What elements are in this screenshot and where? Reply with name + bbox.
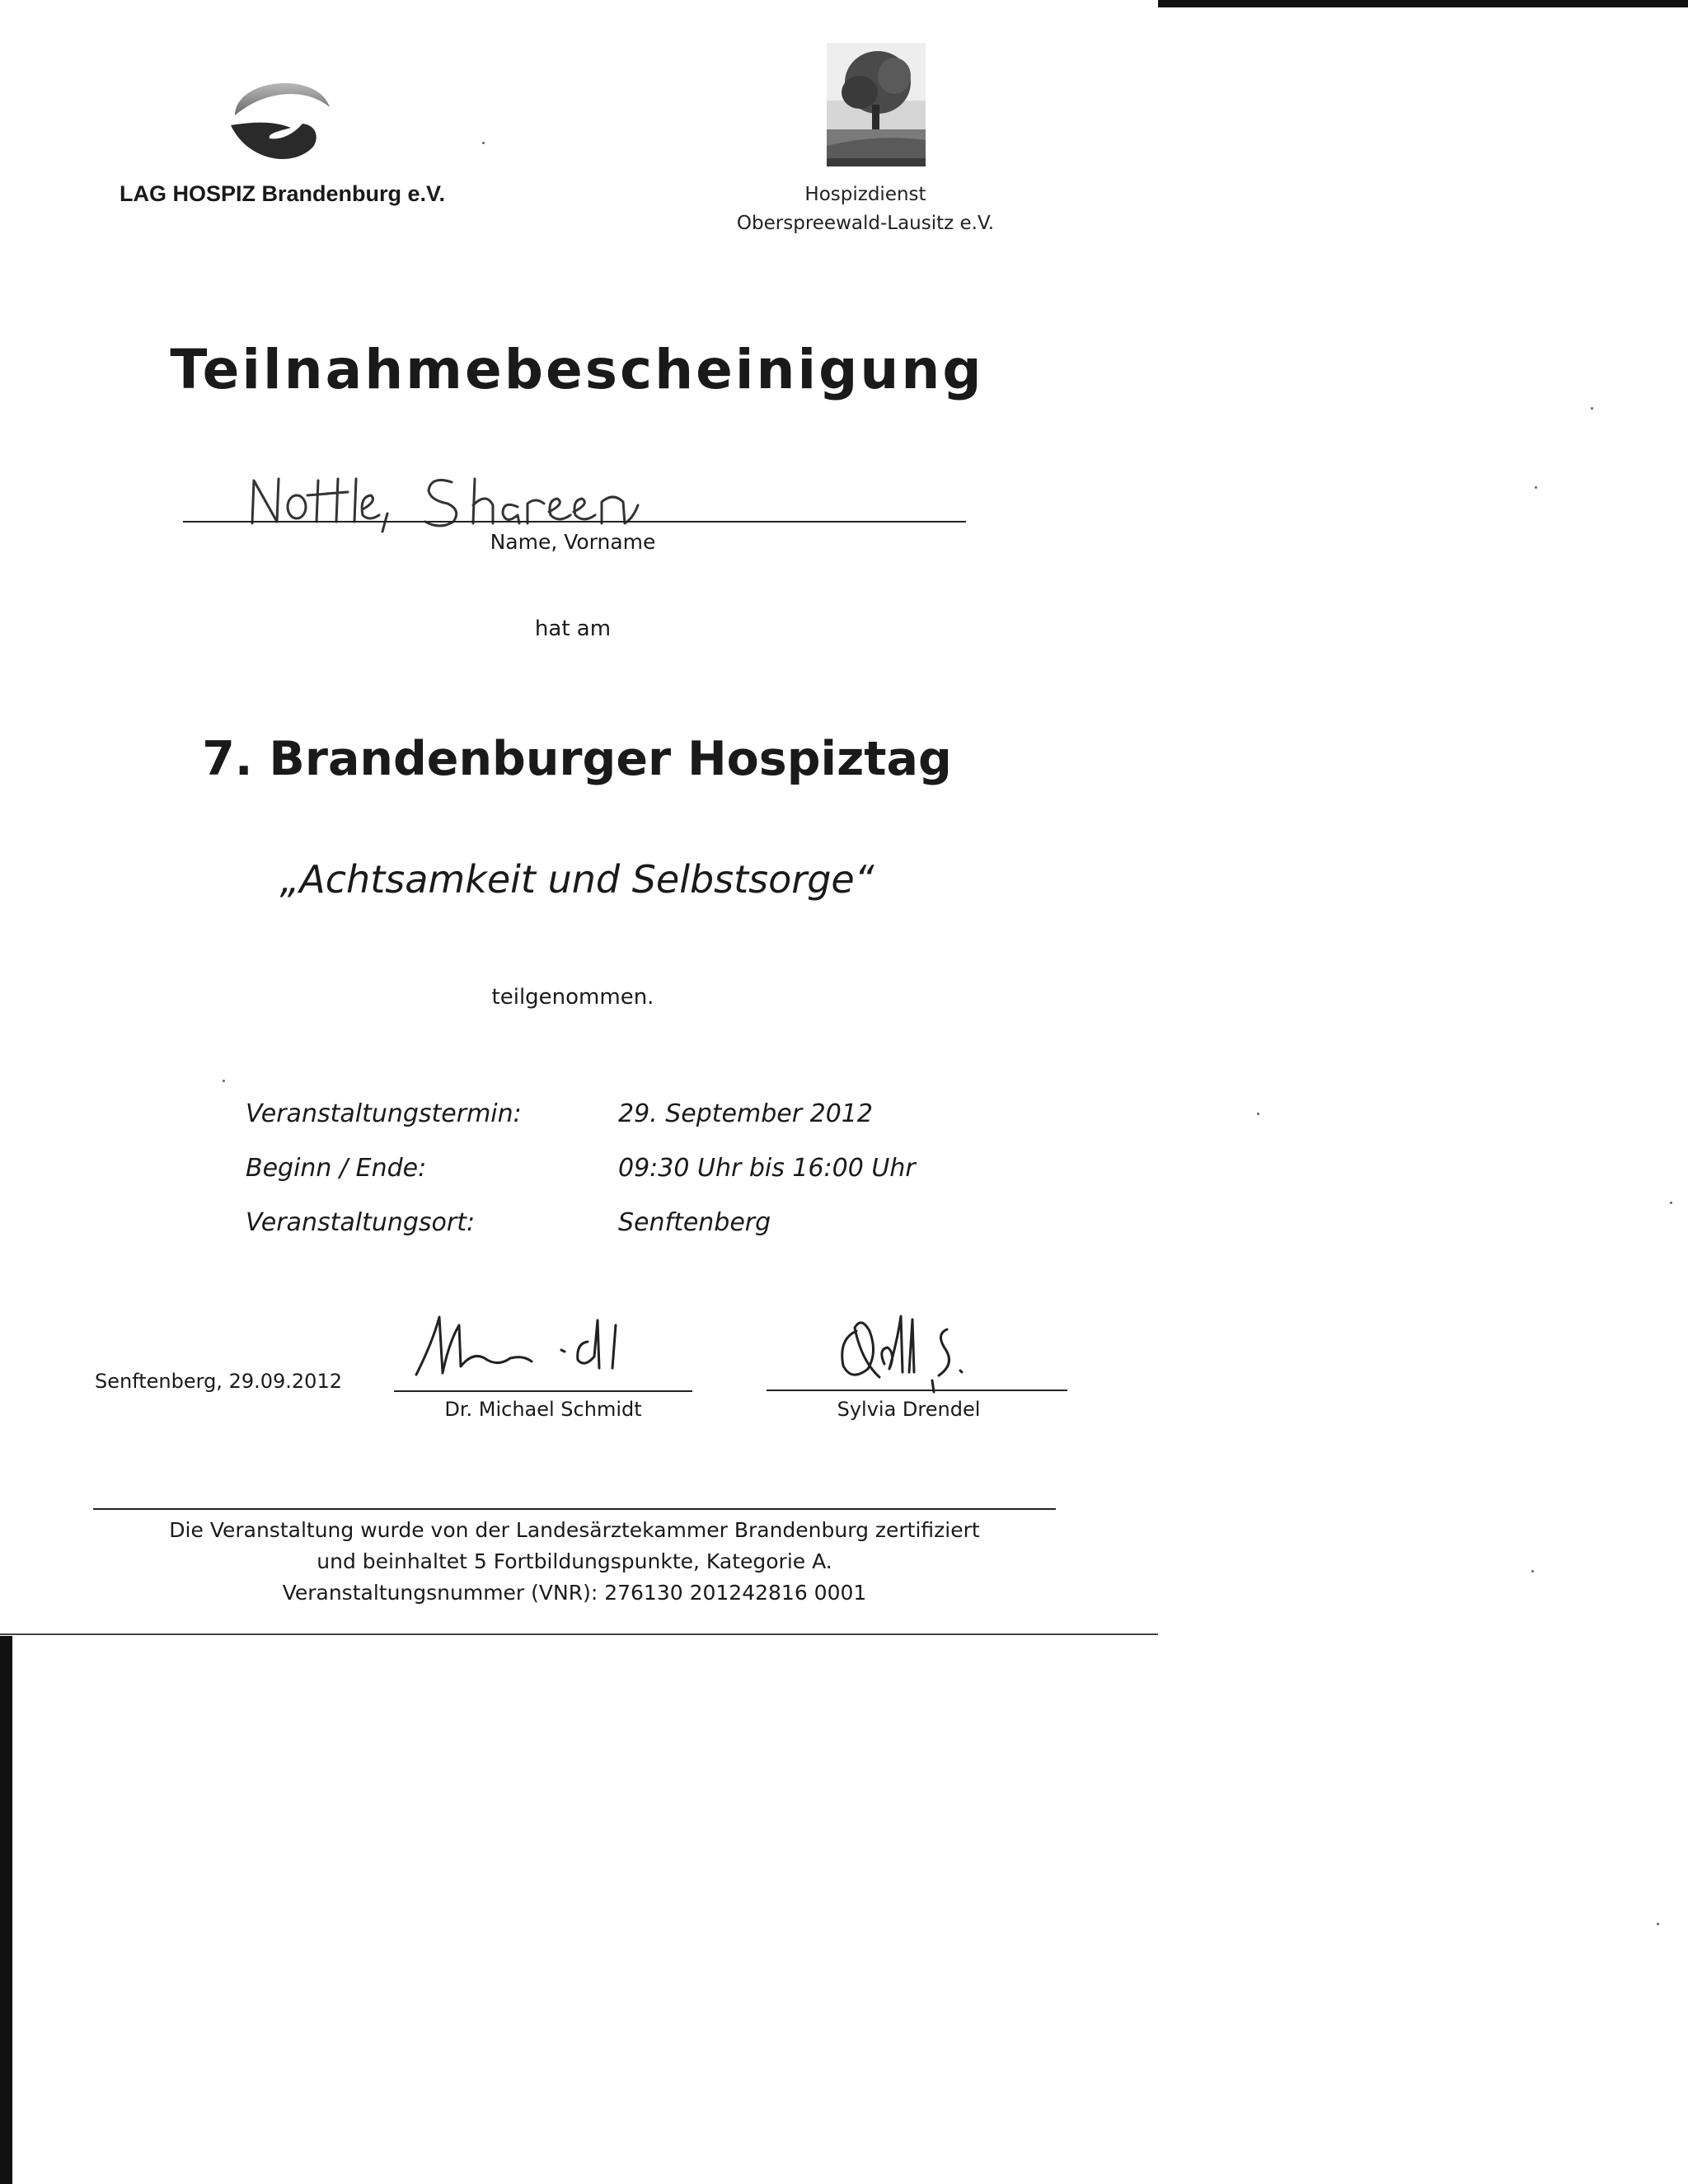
certification-note [93,1515,1056,1609]
scan-speck [223,1080,225,1082]
certification-line2: und beinhaltet 5 Fortbildungspunkte, Kategorie A. [316,1549,832,1573]
intro-text: hat am [534,616,612,641]
signature-line-1 [394,1390,692,1392]
participation-text: teilgenommen. [491,985,654,1010]
signer-2-name: Sylvia Drendel [837,1398,981,1421]
name-underline [183,521,966,523]
signature-drendel [837,1306,993,1397]
event-subtitle: „Achtsamkeit und Selbstsorge“ [279,857,874,902]
hospizdienst-line2: Oberspreewald-Lausitz e.V. [736,213,995,234]
name-label: Name, Vorname [490,530,656,554]
page-bottom-edge [0,1633,1158,1635]
scan-edge-left [0,1636,12,2184]
detail-label-date: Veranstaltungstermin: [246,1099,522,1128]
hospizdienst-line1: Hospizdienst [804,184,926,205]
lag-hospiz-logo-icon [227,66,334,169]
footer-divider [93,1508,1056,1510]
certification-line3: Veranstaltungsnummer (VNR): 276130 201242816 0001 [282,1581,867,1605]
scan-speck [1591,407,1593,410]
signer-1-name: Dr. Michael Schmidt [444,1398,642,1421]
lag-hospiz-name: LAG HOSPIZ Brandenburg e.V. [120,181,446,206]
detail-value-date: 29. September 2012 [618,1099,873,1128]
certification-line1: Die Veranstaltung wurde von der Landesärztekammer Brandenburg zertifiziert [169,1518,980,1542]
detail-value-time: 09:30 Uhr bis 16:00 Uhr [618,1154,916,1183]
event-title: 7. Brandenburger Hospiztag [202,732,952,786]
place-and-date: Senftenberg, 29.09.2012 [95,1370,342,1393]
detail-label-location: Veranstaltungsort: [246,1208,476,1237]
scan-edge-top [1158,0,1688,7]
scan-speck [1257,1113,1259,1115]
scan-speck [1531,1570,1534,1572]
scan-speck [1535,486,1537,489]
scan-speck [482,142,485,144]
detail-value-location: Senftenberg [618,1208,771,1237]
signature-schmidt [408,1309,680,1387]
tree-photo-logo [827,43,926,166]
detail-label-time: Beginn / Ende: [246,1154,427,1183]
hospizdienst-name [701,180,1030,238]
handwritten-participant-name [246,464,740,534]
scan-speck [1670,1202,1672,1204]
scan-speck [1657,1923,1659,1925]
signature-line-2 [767,1390,1067,1391]
certificate-title: Teilnahmebescheinigung [170,338,984,401]
